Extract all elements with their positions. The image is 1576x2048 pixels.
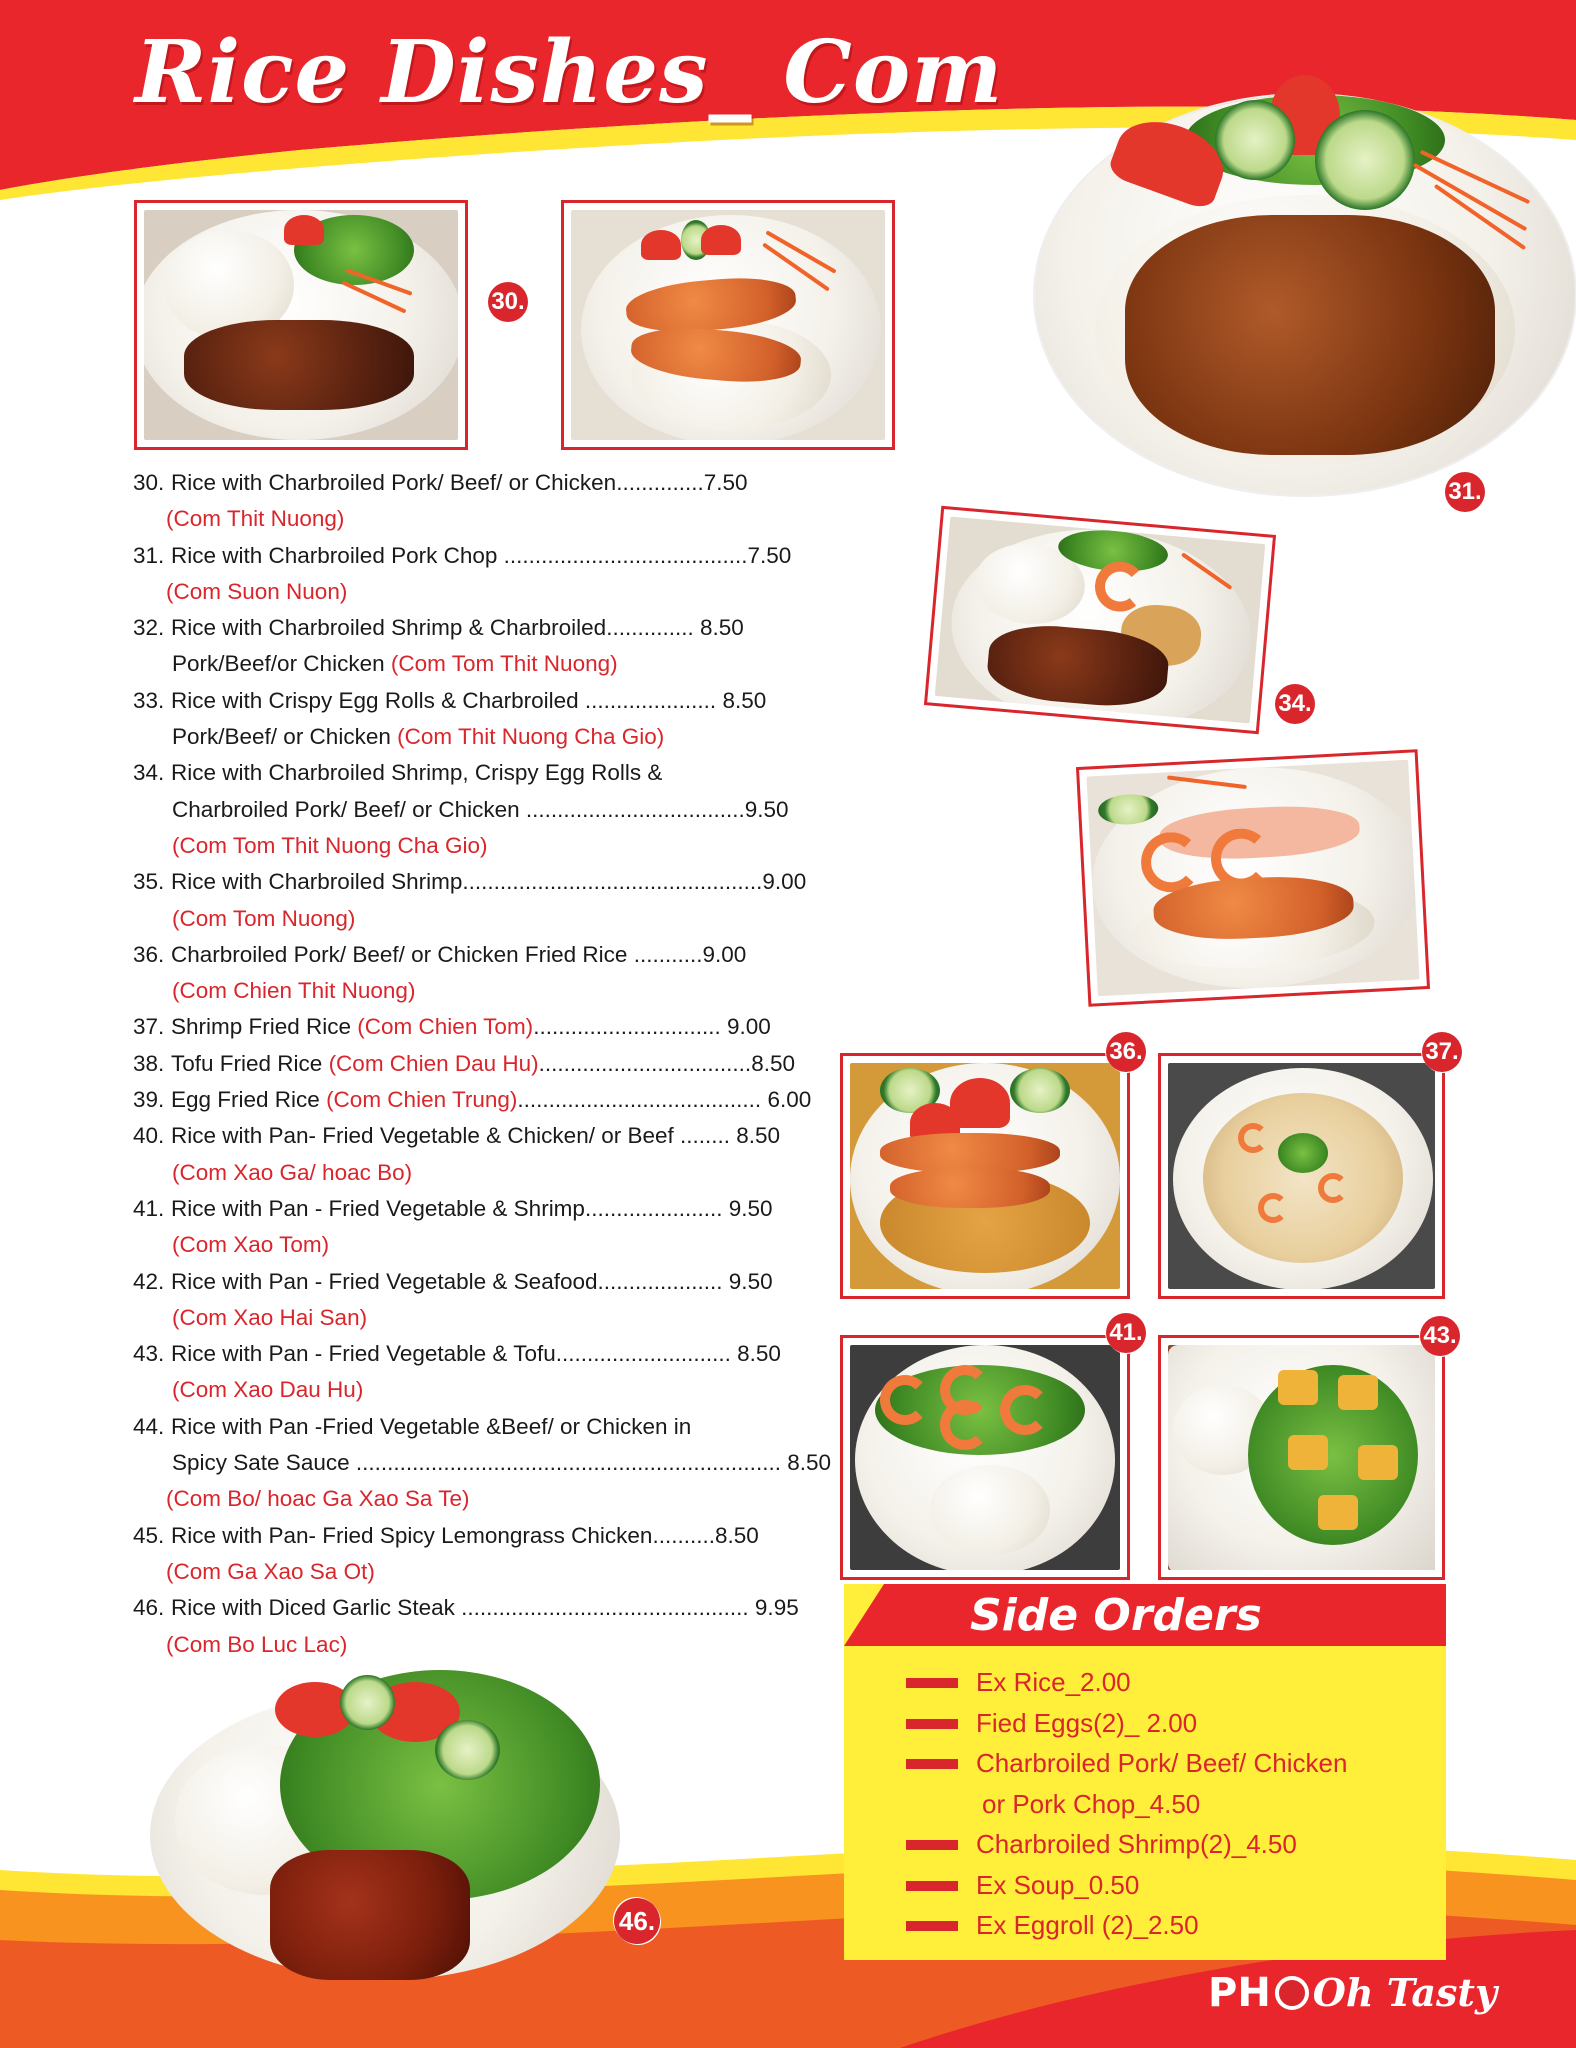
side-orders-list (906, 1662, 1347, 1946)
bullet-dash (906, 1921, 958, 1931)
photo-dish-37 (1158, 1053, 1445, 1299)
menu-item-30: 30. Rice with Charbroiled Pork/ Beef/ or Chicken..............7.50 (133, 470, 748, 495)
menu-item-30-vn: (Com Thit Nuong) (166, 506, 345, 532)
menu-item-36-vn: (Com Chien Thit Nuong) (172, 978, 416, 1004)
menu-item-32: 32. Rice with Charbroiled Shrimp & Charbroiled.............. 8.50 (133, 615, 744, 641)
photo-dish-34a (924, 506, 1276, 735)
menu-item-45-vn: (Com Ga Xao Sa Ot) (166, 1558, 375, 1584)
photo-dish-34b (1076, 749, 1430, 1007)
menu-item-42: 42. Rice with Pan - Fried Vegetable & Seafood.................... 9.50 (133, 1268, 773, 1294)
bullet-dash (906, 1759, 958, 1769)
bullet-dash (906, 1840, 958, 1850)
photo-dish-41 (840, 1335, 1130, 1580)
photo-dish-30 (134, 200, 468, 450)
badge-43: 43. (1420, 1316, 1460, 1356)
menu-item-43: 43. Rice with Pan - Fried Vegetable & Tofu............................ 8.50 (133, 1341, 781, 1367)
photo-dish-31 (1035, 75, 1575, 500)
photo-dish-skewers (561, 200, 895, 450)
badge-34: 34. (1275, 684, 1315, 724)
menu-item-34-vn: (Com Tom Thit Nuong Cha Gio) (172, 832, 488, 858)
menu-item-40-vn: (Com Xao Ga/ hoac Bo) (172, 1159, 413, 1185)
menu-item-37: 37. Shrimp Fried Rice (Com Chien Tom).............................. 9.00 (133, 1014, 771, 1040)
side-order-item: Ex Rice_2.00 (906, 1662, 1347, 1703)
menu-item-41: 41. Rice with Pan - Fried Vegetable & Shrimp...................... 9.50 (133, 1195, 773, 1221)
restaurant-logo: PH Oh Tasty (1208, 1970, 1498, 2016)
menu-item-44-cont: Spicy Sate Sauce .................................................................... 8.50 (172, 1450, 831, 1476)
bullet-dash (906, 1678, 958, 1688)
side-order-item: Charbroiled Shrimp(2)_4.50 (906, 1824, 1347, 1865)
badge-41: 41. (1106, 1313, 1146, 1353)
menu-item-34-cont: Charbroiled Pork/ Beef/ or Chicken ...................................9.50 (172, 796, 789, 822)
badge-36: 36. (1106, 1032, 1146, 1072)
menu-item-33-cont: Pork/Beef/ or Chicken (Com Thit Nuong Cha Gio) (172, 724, 665, 750)
menu-list (133, 465, 831, 1663)
badge-31: 31. (1445, 472, 1485, 512)
menu-item-44: 44. Rice with Pan -Fried Vegetable &Beef/ or Chicken in (133, 1413, 692, 1439)
menu-item-32-cont: Pork/Beef/or Chicken (Com Tom Thit Nuong) (172, 651, 618, 677)
menu-item-38: 38. Tofu Fried Rice (Com Chien Dau Hu)..................................8.50 (133, 1050, 795, 1076)
menu-item-46: 46. Rice with Diced Garlic Steak .............................................. 9.95 (133, 1595, 799, 1621)
side-orders-title: Side Orders (970, 1590, 1262, 1641)
menu-item-43-vn: (Com Xao Dau Hu) (172, 1377, 364, 1403)
menu-item-31-vn: (Com Suon Nuon) (166, 578, 348, 604)
menu-item-33: 33. Rice with Crispy Egg Rolls & Charbroiled ..................... 8.50 (133, 687, 767, 713)
side-order-item: Ex Soup_0.50 (906, 1865, 1347, 1906)
bullet-dash (906, 1719, 958, 1729)
menu-item-35-vn: (Com Tom Nuong) (172, 905, 356, 931)
badge-30: 30. (488, 282, 528, 322)
menu-item-40: 40. Rice with Pan- Fried Vegetable & Chicken/ or Beef ........ 8.50 (133, 1123, 781, 1149)
menu-item-34: 34. Rice with Charbroiled Shrimp, Crispy Egg Rolls & (133, 760, 663, 786)
menu-item-45: 45. Rice with Pan- Fried Spicy Lemongrass Chicken..........8.50 (133, 1522, 759, 1548)
photo-dish-43 (1158, 1335, 1445, 1580)
menu-item-42-vn: (Com Xao Hai San) (172, 1304, 368, 1330)
side-order-item: Fied Eggs(2)_ 2.00 (906, 1703, 1347, 1744)
menu-item-35: 35. Rice with Charbroiled Shrimp................................................9.00 (133, 869, 807, 895)
pho-bowl-icon (1275, 1976, 1309, 2010)
side-order-item-cont: or Pork Chop_4.50 (982, 1788, 1201, 1819)
menu-item-31: 31. Rice with Charbroiled Pork Chop .......................................7.50 (133, 542, 792, 568)
side-order-item: Charbroiled Pork/ Beef/ Chicken (906, 1743, 1347, 1784)
menu-item-36: 36. Charbroiled Pork/ Beef/ or Chicken Fried Rice ...........9.00 (133, 941, 747, 967)
menu-item-46-vn: (Com Bo Luc Lac) (166, 1631, 348, 1657)
badge-37: 37. (1422, 1032, 1462, 1072)
photo-dish-46 (150, 1660, 630, 1990)
menu-item-39: 39. Egg Fried Rice (Com Chien Trung)....................................... 6.00 (133, 1087, 812, 1113)
page-title: Rice Dishes_ Com (135, 22, 1004, 123)
photo-dish-36 (840, 1053, 1130, 1299)
menu-item-44-vn: (Com Bo/ hoac Ga Xao Sa Te) (166, 1486, 470, 1512)
menu-item-41-vn: (Com Xao Tom) (172, 1232, 330, 1258)
side-order-item: Ex Eggroll (2)_2.50 (906, 1905, 1347, 1946)
bullet-dash (906, 1881, 958, 1891)
badge-46: 46. (614, 1898, 660, 1944)
